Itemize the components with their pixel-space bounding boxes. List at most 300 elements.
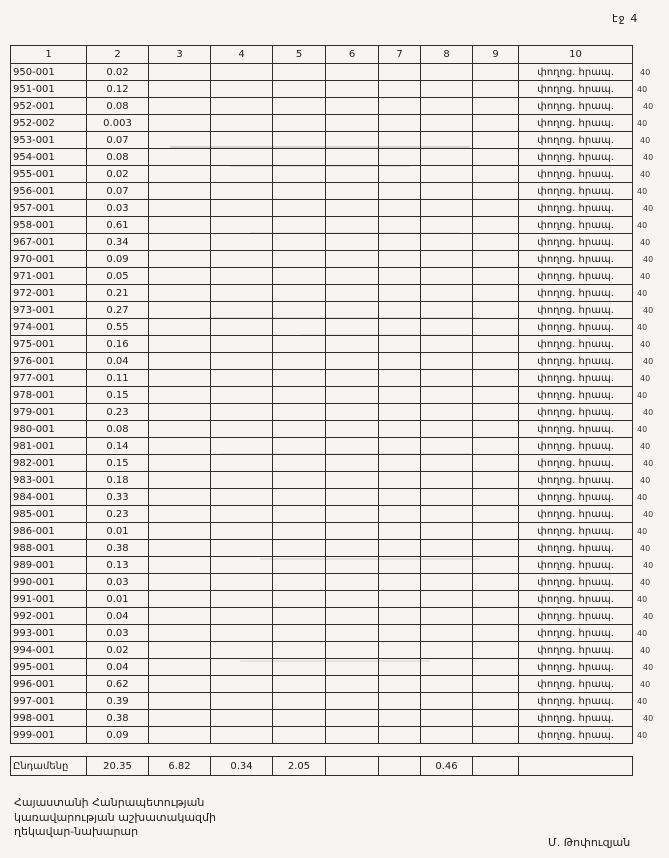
empty-cell [211, 98, 273, 115]
empty-cell [273, 370, 326, 387]
table-row [11, 642, 633, 659]
empty-cell [421, 302, 473, 319]
margin-number: 40 [637, 323, 648, 332]
signature-name: Մ. Թոփուզյան [548, 836, 631, 849]
empty-cell [149, 404, 211, 421]
table-row [11, 217, 633, 234]
row-code: 986-001 [11, 523, 87, 540]
margin-number: 40 [637, 595, 648, 604]
empty-cell [421, 387, 473, 404]
empty-cell [379, 506, 421, 523]
empty-cell [211, 489, 273, 506]
empty-cell [379, 421, 421, 438]
empty-cell [473, 421, 519, 438]
scan-artifact [200, 317, 480, 319]
margin-number: 40 [643, 663, 654, 672]
empty-cell [326, 727, 379, 744]
empty-cell [421, 472, 473, 489]
empty-cell [379, 387, 421, 404]
row-code: 980-001 [11, 421, 87, 438]
margin-number: 40 [643, 204, 654, 213]
row-value: 0.12 [87, 81, 149, 98]
empty-cell [421, 370, 473, 387]
empty-cell [379, 608, 421, 625]
column-header: 8 [421, 46, 473, 64]
empty-cell [473, 727, 519, 744]
row-value: 0.34 [87, 234, 149, 251]
empty-cell [473, 353, 519, 370]
column-header: 4 [211, 46, 273, 64]
empty-cell [379, 625, 421, 642]
empty-cell [421, 115, 473, 132]
empty-cell [149, 81, 211, 98]
empty-cell [149, 472, 211, 489]
empty-cell [273, 166, 326, 183]
empty-cell [273, 268, 326, 285]
row-note: փողոց. հրապ. [519, 149, 633, 166]
empty-cell [273, 387, 326, 404]
table-row [11, 183, 633, 200]
empty-cell [273, 115, 326, 132]
row-note: փողոց. հրապ. [519, 285, 633, 302]
empty-cell [149, 149, 211, 166]
row-value: 0.03 [87, 625, 149, 642]
empty-cell [149, 268, 211, 285]
empty-cell [473, 251, 519, 268]
row-code: 997-001 [11, 693, 87, 710]
row-code: 998-001 [11, 710, 87, 727]
empty-cell [421, 642, 473, 659]
empty-cell [211, 404, 273, 421]
scan-artifact [240, 660, 430, 662]
empty-cell [421, 336, 473, 353]
empty-cell [473, 132, 519, 149]
row-code: 989-001 [11, 557, 87, 574]
empty-cell [149, 693, 211, 710]
column-header: 10 [519, 46, 633, 64]
empty-cell [273, 353, 326, 370]
empty-cell [519, 757, 633, 776]
empty-cell [273, 234, 326, 251]
row-code: 954-001 [11, 149, 87, 166]
row-value: 0.23 [87, 404, 149, 421]
row-code: 988-001 [11, 540, 87, 557]
empty-cell [421, 200, 473, 217]
table-row [11, 251, 633, 268]
empty-cell [473, 591, 519, 608]
row-value: 0.23 [87, 506, 149, 523]
empty-cell [273, 319, 326, 336]
margin-number: 40 [640, 578, 651, 587]
row-note: փողոց. հրապ. [519, 710, 633, 727]
row-value: 0.04 [87, 353, 149, 370]
row-note: փողոց. հրապ. [519, 336, 633, 353]
empty-cell [379, 472, 421, 489]
empty-cell [379, 285, 421, 302]
empty-cell [149, 234, 211, 251]
empty-cell [273, 574, 326, 591]
row-code: 977-001 [11, 370, 87, 387]
column-header: 1 [11, 46, 87, 64]
empty-cell [273, 200, 326, 217]
empty-cell [211, 319, 273, 336]
empty-cell [211, 64, 273, 81]
empty-cell [326, 115, 379, 132]
row-note: փողոց. հրապ. [519, 81, 633, 98]
empty-cell [473, 523, 519, 540]
row-note: փողոց. հրապ. [519, 404, 633, 421]
row-note: փողոց. հրապ. [519, 506, 633, 523]
empty-cell [211, 591, 273, 608]
row-note: փողոց. հրապ. [519, 455, 633, 472]
row-note: փողոց. հրապ. [519, 234, 633, 251]
footer-block [14, 796, 216, 840]
empty-cell [379, 353, 421, 370]
empty-cell [326, 591, 379, 608]
empty-cell [379, 540, 421, 557]
empty-cell [326, 98, 379, 115]
empty-cell [473, 574, 519, 591]
margin-number: 40 [640, 170, 651, 179]
row-note: փողոց. հրապ. [519, 200, 633, 217]
empty-cell [326, 234, 379, 251]
margin-number: 40 [637, 425, 648, 434]
empty-cell [211, 625, 273, 642]
table-row [11, 523, 633, 540]
empty-cell [326, 200, 379, 217]
empty-cell [326, 166, 379, 183]
row-code: 953-001 [11, 132, 87, 149]
empty-cell [473, 625, 519, 642]
footer-line-2: կառավարության աշխատակազմի [14, 810, 216, 824]
empty-cell [379, 404, 421, 421]
row-code: 974-001 [11, 319, 87, 336]
empty-cell [273, 149, 326, 166]
empty-cell [273, 251, 326, 268]
empty-cell [211, 353, 273, 370]
scan-artifact [260, 558, 480, 560]
row-note: փողոց. հրապ. [519, 183, 633, 200]
empty-cell [149, 336, 211, 353]
row-note: փողոց. հրապ. [519, 64, 633, 81]
empty-cell [211, 336, 273, 353]
empty-cell [379, 591, 421, 608]
empty-cell [379, 489, 421, 506]
row-note: փողոց. հրապ. [519, 98, 633, 115]
row-code: 955-001 [11, 166, 87, 183]
empty-cell [421, 608, 473, 625]
empty-cell [149, 625, 211, 642]
empty-cell [273, 404, 326, 421]
margin-number: 40 [640, 442, 651, 451]
row-code: 967-001 [11, 234, 87, 251]
empty-cell [421, 251, 473, 268]
empty-cell [326, 455, 379, 472]
empty-cell [211, 693, 273, 710]
empty-cell [326, 64, 379, 81]
empty-cell [473, 506, 519, 523]
margin-number: 40 [640, 238, 651, 247]
empty-cell [473, 149, 519, 166]
row-value: 0.003 [87, 115, 149, 132]
margin-number: 40 [637, 119, 648, 128]
empty-cell [379, 81, 421, 98]
empty-cell [211, 472, 273, 489]
empty-cell [421, 591, 473, 608]
empty-cell [421, 540, 473, 557]
row-value: 0.14 [87, 438, 149, 455]
margin-number: 40 [643, 306, 654, 315]
row-value: 0.33 [87, 489, 149, 506]
row-code: 972-001 [11, 285, 87, 302]
empty-cell [149, 183, 211, 200]
empty-cell [326, 642, 379, 659]
margin-number: 40 [643, 102, 654, 111]
empty-cell [149, 115, 211, 132]
empty-cell [473, 710, 519, 727]
empty-cell [149, 489, 211, 506]
margin-number: 40 [643, 561, 654, 570]
empty-cell [473, 285, 519, 302]
row-value: 0.15 [87, 387, 149, 404]
margin-number: 40 [640, 646, 651, 655]
row-code: 991-001 [11, 591, 87, 608]
row-note: փողոց. հրապ. [519, 353, 633, 370]
empty-cell [273, 336, 326, 353]
empty-cell [473, 166, 519, 183]
row-note: փողոց. հրապ. [519, 693, 633, 710]
totals-value: 6.82 [149, 757, 211, 776]
empty-cell [211, 455, 273, 472]
empty-cell [273, 217, 326, 234]
empty-cell [421, 693, 473, 710]
margin-number: 40 [637, 731, 648, 740]
empty-cell [379, 336, 421, 353]
empty-cell [421, 523, 473, 540]
empty-cell [421, 710, 473, 727]
margin-number: 40 [640, 544, 651, 553]
empty-cell [149, 727, 211, 744]
table-row [11, 387, 633, 404]
empty-cell [211, 676, 273, 693]
table-row [11, 472, 633, 489]
empty-cell [421, 421, 473, 438]
margin-number: 40 [640, 136, 651, 145]
margin-number: 40 [643, 612, 654, 621]
row-note: փողոց. հրապ. [519, 302, 633, 319]
empty-cell [273, 727, 326, 744]
empty-cell [473, 81, 519, 98]
empty-cell [273, 81, 326, 98]
row-note: փողոց. հրապ. [519, 557, 633, 574]
empty-cell [149, 574, 211, 591]
scan-artifact [230, 165, 410, 167]
row-value: 0.02 [87, 642, 149, 659]
empty-cell [473, 387, 519, 404]
row-code: 982-001 [11, 455, 87, 472]
empty-cell [326, 625, 379, 642]
empty-cell [273, 64, 326, 81]
empty-cell [379, 727, 421, 744]
empty-cell [211, 523, 273, 540]
empty-cell [326, 319, 379, 336]
row-code: 996-001 [11, 676, 87, 693]
empty-cell [473, 234, 519, 251]
table-row [11, 353, 633, 370]
row-value: 0.39 [87, 693, 149, 710]
row-note: փողոց. հրապ. [519, 370, 633, 387]
empty-cell [149, 302, 211, 319]
row-value: 0.18 [87, 472, 149, 489]
margin-number: 40 [637, 289, 648, 298]
table-row [11, 421, 633, 438]
empty-cell [421, 438, 473, 455]
margin-number: 40 [640, 340, 651, 349]
row-value: 0.55 [87, 319, 149, 336]
row-note: փողոց. հրապ. [519, 523, 633, 540]
empty-cell [211, 608, 273, 625]
empty-cell [326, 523, 379, 540]
row-code: 976-001 [11, 353, 87, 370]
empty-cell [326, 268, 379, 285]
empty-cell [273, 472, 326, 489]
row-code: 952-001 [11, 98, 87, 115]
empty-cell [211, 183, 273, 200]
margin-number: 40 [640, 272, 651, 281]
empty-cell [473, 336, 519, 353]
empty-cell [473, 455, 519, 472]
empty-cell [421, 268, 473, 285]
empty-cell [473, 183, 519, 200]
table-row [11, 370, 633, 387]
row-value: 0.61 [87, 217, 149, 234]
empty-cell [273, 523, 326, 540]
row-note: փողոց. հրապ. [519, 540, 633, 557]
empty-cell [379, 98, 421, 115]
empty-cell [326, 438, 379, 455]
row-note: փողոց. հրապ. [519, 659, 633, 676]
empty-cell [326, 370, 379, 387]
empty-cell [379, 234, 421, 251]
margin-number: 40 [643, 408, 654, 417]
empty-cell [149, 438, 211, 455]
margin-number: 40 [637, 85, 648, 94]
empty-cell [379, 200, 421, 217]
empty-cell [273, 625, 326, 642]
empty-cell [149, 676, 211, 693]
row-value: 0.38 [87, 540, 149, 557]
empty-cell [326, 81, 379, 98]
row-note: փողոց. հրապ. [519, 591, 633, 608]
row-value: 0.08 [87, 421, 149, 438]
empty-cell [379, 64, 421, 81]
empty-cell [379, 574, 421, 591]
footer-line-3: ղեկավար-նախարար [14, 825, 139, 838]
margin-number: 40 [637, 527, 648, 536]
row-code: 951-001 [11, 81, 87, 98]
empty-cell [473, 693, 519, 710]
row-code: 984-001 [11, 489, 87, 506]
empty-cell [149, 523, 211, 540]
empty-cell [326, 710, 379, 727]
table-row [11, 676, 633, 693]
row-note: փողոց. հրապ. [519, 115, 633, 132]
row-value: 0.01 [87, 591, 149, 608]
row-value: 0.15 [87, 455, 149, 472]
empty-cell [326, 421, 379, 438]
empty-cell [149, 710, 211, 727]
row-note: փողոց. հրապ. [519, 166, 633, 183]
row-note: փողոց. հրապ. [519, 251, 633, 268]
empty-cell [273, 455, 326, 472]
row-code: 978-001 [11, 387, 87, 404]
empty-cell [149, 642, 211, 659]
empty-cell [211, 268, 273, 285]
table-row [11, 438, 633, 455]
empty-cell [149, 608, 211, 625]
table-row [11, 64, 633, 81]
margin-number: 40 [640, 68, 651, 77]
empty-cell [379, 438, 421, 455]
empty-cell [421, 489, 473, 506]
table-row [11, 268, 633, 285]
row-code: 993-001 [11, 625, 87, 642]
table-row [11, 455, 633, 472]
row-code: 973-001 [11, 302, 87, 319]
empty-cell [379, 115, 421, 132]
row-note: փողոց. հրապ. [519, 676, 633, 693]
totals-row [10, 756, 633, 776]
empty-cell [211, 115, 273, 132]
empty-cell [273, 506, 326, 523]
margin-numbers-column [637, 64, 667, 744]
empty-cell [273, 608, 326, 625]
empty-cell [379, 166, 421, 183]
empty-cell [473, 540, 519, 557]
empty-cell [273, 302, 326, 319]
empty-cell [211, 642, 273, 659]
empty-cell [149, 98, 211, 115]
row-note: փողոց. հրապ. [519, 472, 633, 489]
data-table [10, 45, 633, 744]
empty-cell [149, 659, 211, 676]
empty-cell [149, 387, 211, 404]
empty-cell [379, 370, 421, 387]
empty-cell [149, 421, 211, 438]
table-row [11, 489, 633, 506]
scan-artifact [220, 453, 470, 455]
row-code: 975-001 [11, 336, 87, 353]
margin-number: 40 [637, 629, 648, 638]
empty-cell [379, 523, 421, 540]
empty-cell [211, 438, 273, 455]
empty-cell [211, 251, 273, 268]
empty-cell [211, 234, 273, 251]
totals-table-row [11, 757, 633, 776]
empty-cell [379, 455, 421, 472]
empty-cell [211, 217, 273, 234]
table-row [11, 625, 633, 642]
empty-cell [326, 149, 379, 166]
column-header: 3 [149, 46, 211, 64]
empty-cell [421, 727, 473, 744]
empty-cell [149, 319, 211, 336]
table-row [11, 693, 633, 710]
row-value: 0.21 [87, 285, 149, 302]
row-note: փողոց. հրապ. [519, 132, 633, 149]
table-row [11, 81, 633, 98]
row-note: փողոց. հրապ. [519, 438, 633, 455]
